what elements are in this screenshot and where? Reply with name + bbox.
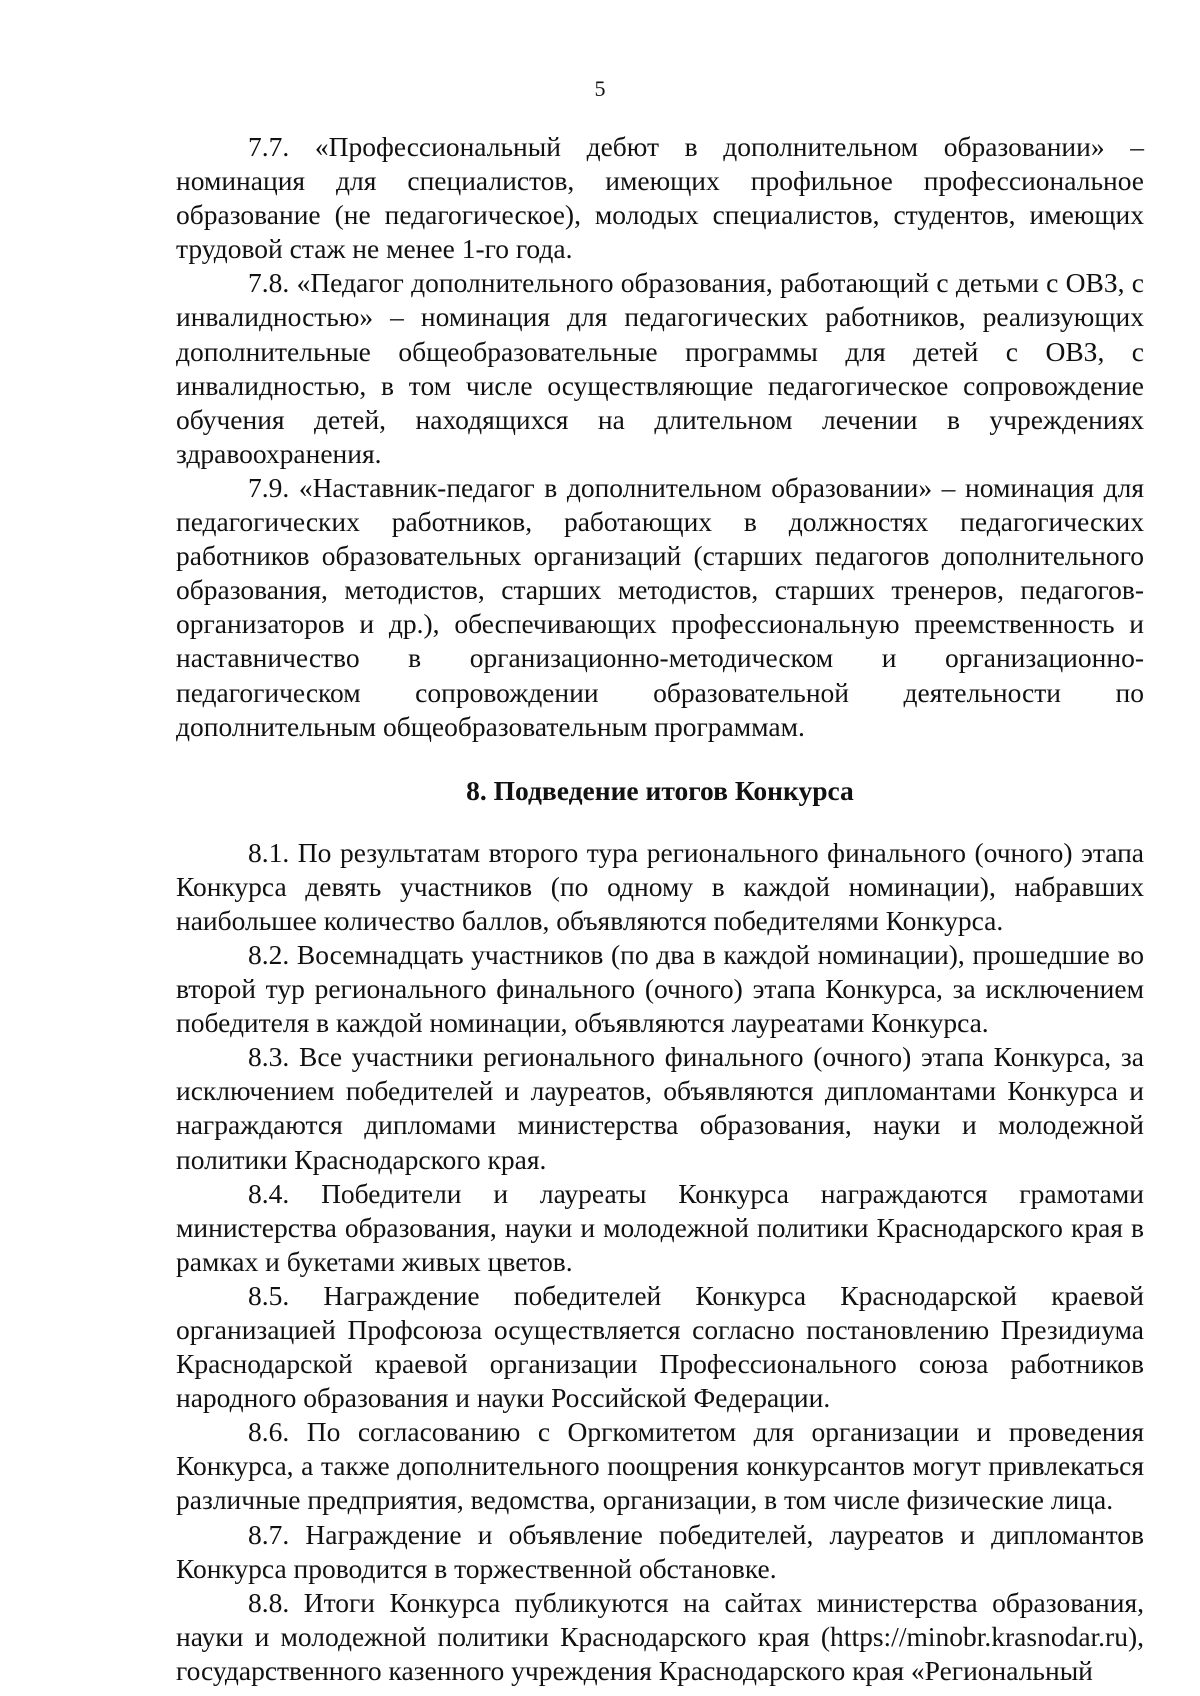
paragraph-8-7: 8.7. Награждение и объявление победителей, лауреатов и дипломантов Конкурса проводится в торжественной обстановке. (176, 1518, 1144, 1584)
paragraph-8-2: 8.2. Восемнадцать участников (по два в каждой номинации), прошедшие во второй тур регионального финального (очного) этапа Конкурса, за исключением победителя в каждой номинации, объявляются лауреатами Конкурса. (176, 938, 1144, 1039)
document-body (176, 130, 1144, 1688)
section-title: 8. Подведение итогов Конкурса (466, 774, 854, 806)
paragraph-8-1: 8.1. По результатам второго тура регионального финального (очного) этапа Конкурса девять участников (по одному в каждой номинации), набравших наибольшее количество баллов, объявляются победителями Конкурса. (176, 836, 1144, 936)
paragraph-7-9: 7.9. «Наставник-педагог в дополнительном образовании» – номинация для педагогических работников, работающих в должностях педагогических работников образовательных организаций (старших педагогов дополнительного образования, методистов, старших методистов, старших тренеров, педагогов-организаторов и др.), обеспечивающих профессиональную преемственность и наставничество в организационно-методическом и организационно-педагогическом сопровождении образовательной деятельности по дополнительным общеобразовательным программам. (176, 471, 1144, 742)
paragraph-8-6: 8.6. По согласованию с Оргкомитетом для организации и проведения Конкурса, а также дополнительного поощрения конкурсантов могут привлекаться различные предприятия, ведомства, организации, в том числе физические лица. (176, 1416, 1144, 1516)
paragraph-8-5: 8.5. Награждение победителей Конкурса Краснодарской краевой организацией Профсоюза осуществляется согласно постановлению Президиума Краснодарской краевой организации Профессионального союза работников народного образования и науки Российской Федерации. (176, 1279, 1144, 1414)
paragraph-8-3: 8.3. Все участники регионального финального (очного) этапа Конкурса, за исключением победителей и лауреатов, объявляются дипломантами Конкурса и награждаются дипломами министерства образования, науки и молодежной политики Краснодарского края. (176, 1041, 1144, 1175)
paragraph-7-8: 7.8. «Педагог дополнительного образования, работающий с детьми с ОВЗ, с инвалидностью» – номинация для педагогических работников, реализующих дополнительные общеобразовательные программы для детей с ОВЗ, с инвалидностью, в том числе осуществляющие педагогическое сопровождение обучения детей, находящихся на длительном лечении в учреждениях здравоохранения. (176, 267, 1144, 469)
paragraph-8-8: 8.8. Итоги Конкурса публикуются на сайтах министерства образования, науки и молодежной политики Краснодарского края (https://minobr.krasnodar.ru), государственного казенного учреждения Краснодарского края «Региональный (176, 1586, 1144, 1686)
paragraph-7-7: 7.7. «Профессиональный дебют в дополнительном образовании» –номинация для специалистов, имеющих профильное профессиональное образование (не педагогическое), молодых специалистов, студентов, имеющих трудовой стаж не менее 1-го года. (176, 131, 1144, 265)
page-number: 5 (594, 76, 606, 101)
paragraph-8-4: 8.4. Победители и лауреаты Конкурса награждаются грамотами министерства образования, науки и молодежной политики Краснодарского края в рамках и букетами живых цветов. (176, 1177, 1144, 1277)
